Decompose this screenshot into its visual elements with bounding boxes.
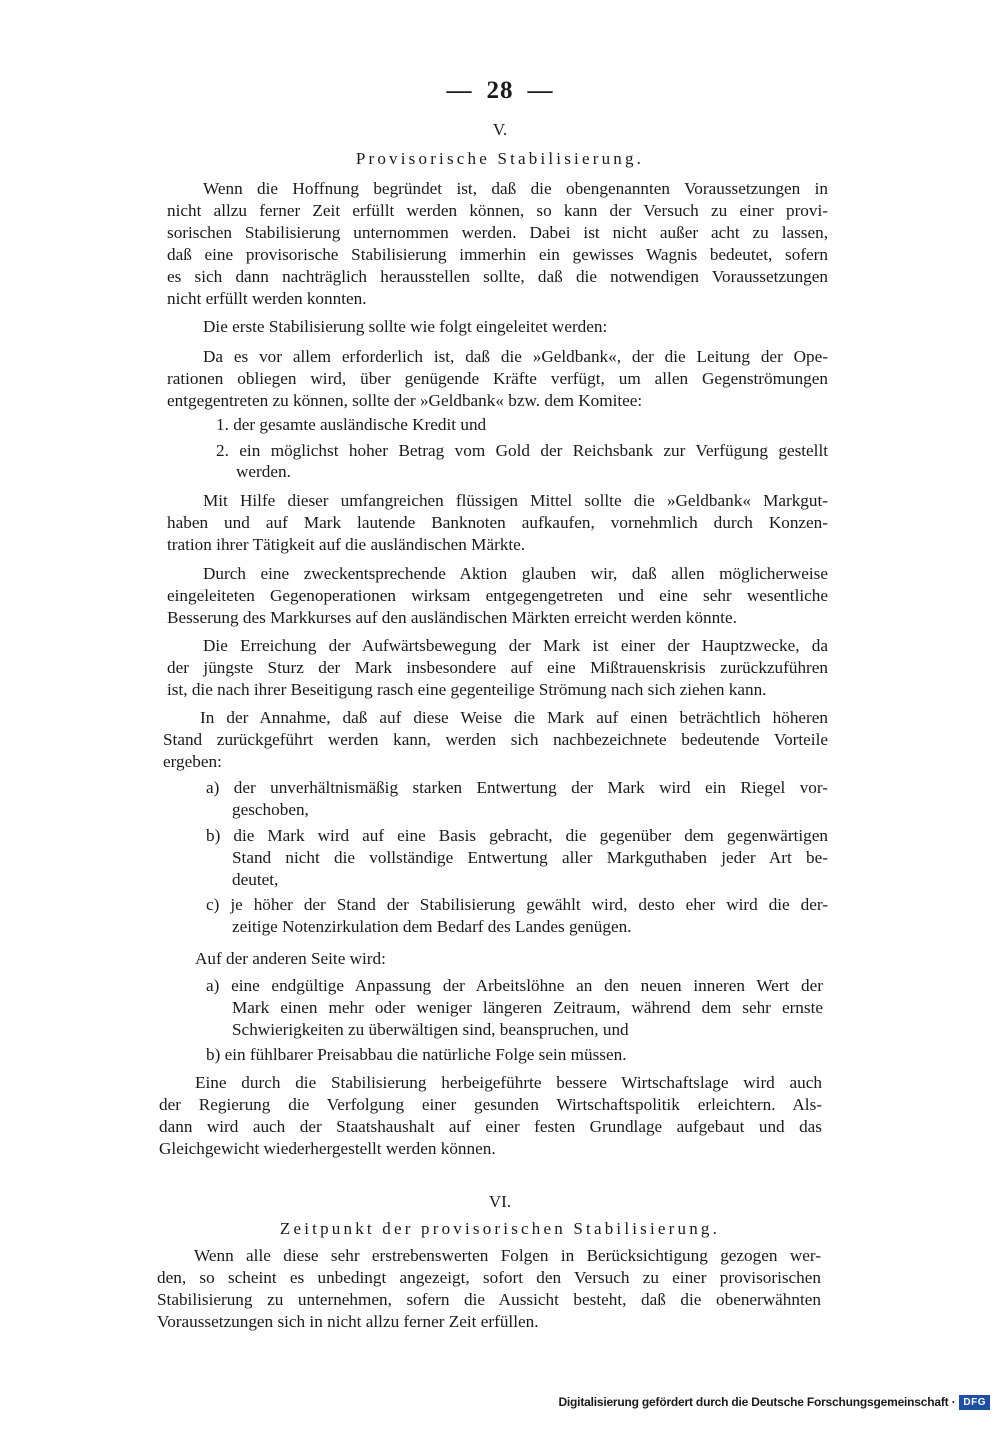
paragraph-line: den, so scheint es unbedingt angezeigt, sofort den Versuch zu einer provisorischen — [157, 1268, 821, 1287]
paragraph-line: Voraussetzungen sich in nicht allzu ferner Zeit erfüllen. — [157, 1312, 539, 1331]
dfg-logo-icon: DFG — [959, 1395, 990, 1410]
list-item: 1. der gesamte ausländische Kredit und — [216, 415, 487, 434]
list-item: 2. ein möglichst hoher Betrag vom Gold der Reichsbank zur Verfügung gestellt — [216, 441, 828, 460]
paragraph-line: sorischen Stabilisierung unternommen werden. Dabei ist nicht außer acht zu lassen, — [167, 223, 828, 242]
paragraph-line: ergeben: — [163, 752, 222, 771]
paragraph-line: ist, die nach ihrer Beseitigung rasch eine gegenteilige Strömung nach sich ziehen kann. — [167, 680, 767, 699]
paragraph-line: eingeleiteten Gegenoperationen wirksam entgegengetreten und eine sehr wesentliche — [167, 586, 828, 605]
paragraph-line: Da es vor allem erforderlich ist, daß die »Geldbank«, der die Leitung der Ope- — [203, 347, 828, 366]
page-number: — 28 — — [446, 77, 554, 104]
paragraph-line: Stand zurückgeführt werden kann, werden sich nachbezeichnete bedeutende Vorteile — [163, 730, 828, 749]
section-number: VI. — [488, 1192, 512, 1211]
paragraph-line: der Regierung die Verfolgung einer gesunden Wirtschaftspolitik erleichtern. Als- — [159, 1095, 822, 1114]
list-item: zeitige Notenzirkulation dem Bedarf des Landes genügen. — [232, 917, 632, 936]
section-heading: Zeitpunkt der provisorischen Stabilisierung. — [279, 1219, 721, 1238]
paragraph-line: es sich dann nachträglich herausstellen sollte, daß die notwendigen Voraussetzungen — [167, 267, 828, 286]
paragraph-line: Mit Hilfe dieser umfangreichen flüssigen Mittel sollte die »Geldbank« Markgut- — [203, 491, 828, 510]
list-item: a) der unverhältnismäßig starken Entwertung der Mark wird ein Riegel vor- — [206, 778, 828, 797]
paragraph-line: nicht allzu ferner Zeit erfüllt werden können, so kann der Versuch zu einer provi- — [167, 201, 828, 220]
paragraph-line: Besserung des Markkurses auf den ausländischen Märkten erreicht werden könnte. — [167, 608, 737, 627]
list-item: Mark einen mehr oder weniger längeren Zeitraum, während dem sehr ernste — [232, 998, 823, 1017]
section-number: V. — [492, 120, 508, 139]
list-item: c) je höher der Stand der Stabilisierung gewählt wird, desto eher wird die der- — [206, 895, 828, 914]
section-heading: Provisorische Stabilisierung. — [355, 149, 645, 168]
list-item: a) eine endgültige Anpassung der Arbeitslöhne an den neuen inneren Wert der — [206, 976, 823, 995]
paragraph-line: Gleichgewicht wiederhergestellt werden können. — [159, 1139, 496, 1158]
paragraph-line: Wenn die Hoffnung begründet ist, daß die obengenannten Voraussetzungen in — [203, 179, 828, 198]
list-item: deutet, — [232, 870, 279, 889]
footer-text: Digitalisierung gefördert durch die Deutsche Forschungsgemeinschaft · — [558, 1395, 956, 1409]
paragraph-line: haben und auf Mark lautende Banknoten aufkaufen, vornehmlich durch Konzen- — [167, 513, 828, 532]
list-item: b) die Mark wird auf eine Basis gebracht, die gegenüber dem gegenwärtigen — [206, 826, 828, 845]
list-item: b) ein fühlbarer Preisabbau die natürliche Folge sein müssen. — [206, 1045, 627, 1064]
paragraph-line: In der Annahme, daß auf diese Weise die Mark auf einen beträchtlich höheren — [200, 708, 828, 727]
paragraph-line: der jüngste Sturz der Mark insbesondere auf eine Mißtrauenskrisis zurückzuführen — [167, 658, 828, 677]
paragraph-line: Stabilisierung zu unternehmen, sofern die Aussicht besteht, daß die obenerwähnten — [157, 1290, 821, 1309]
paragraph-line: Durch eine zweckentsprechende Aktion glauben wir, daß allen möglicherweise — [203, 564, 828, 583]
paragraph-line: rationen obliegen wird, über genügende Kräfte verfügt, um allen Gegenströmungen — [167, 369, 828, 388]
list-item: Stand nicht die vollständige Entwertung aller Markguthaben jeder Art be- — [232, 848, 828, 867]
paragraph-line: nicht erfüllt werden konnten. — [167, 289, 367, 308]
paragraph-line: entgegentreten zu können, sollte der »Geldbank« bzw. dem Komitee: — [167, 391, 643, 410]
dash-decoration: — — [527, 77, 554, 104]
paragraph-line: tration ihrer Tätigkeit auf die ausländischen Märkte. — [167, 535, 526, 554]
paragraph-line: Eine durch die Stabilisierung herbeigeführte bessere Wirtschaftslage wird auch — [195, 1073, 822, 1092]
paragraph-line: Auf der anderen Seite wird: — [195, 949, 386, 968]
paragraph-line: Wenn alle diese sehr erstrebenswerten Folgen in Berücksichtigung gezogen wer- — [194, 1246, 821, 1265]
paragraph-line: Die erste Stabilisierung sollte wie folgt eingeleitet werden: — [203, 317, 608, 336]
digitization-credit — [558, 1392, 990, 1412]
paragraph-line: Die Erreichung der Aufwärtsbewegung der Mark ist einer der Hauptzwecke, da — [203, 636, 828, 655]
list-item: werden. — [236, 462, 291, 481]
paragraph-line: daß eine provisorische Stabilisierung immerhin ein gewisses Wagnis bedeutet, sofern — [167, 245, 828, 264]
dash-decoration: — — [446, 77, 473, 104]
list-item: Schwierigkeiten zu überwältigen sind, beanspruchen, und — [232, 1020, 629, 1039]
list-item: geschoben, — [232, 800, 309, 819]
paragraph-line: dann wird auch der Staatshaushalt auf einer festen Grundlage aufgebaut und das — [159, 1117, 822, 1136]
